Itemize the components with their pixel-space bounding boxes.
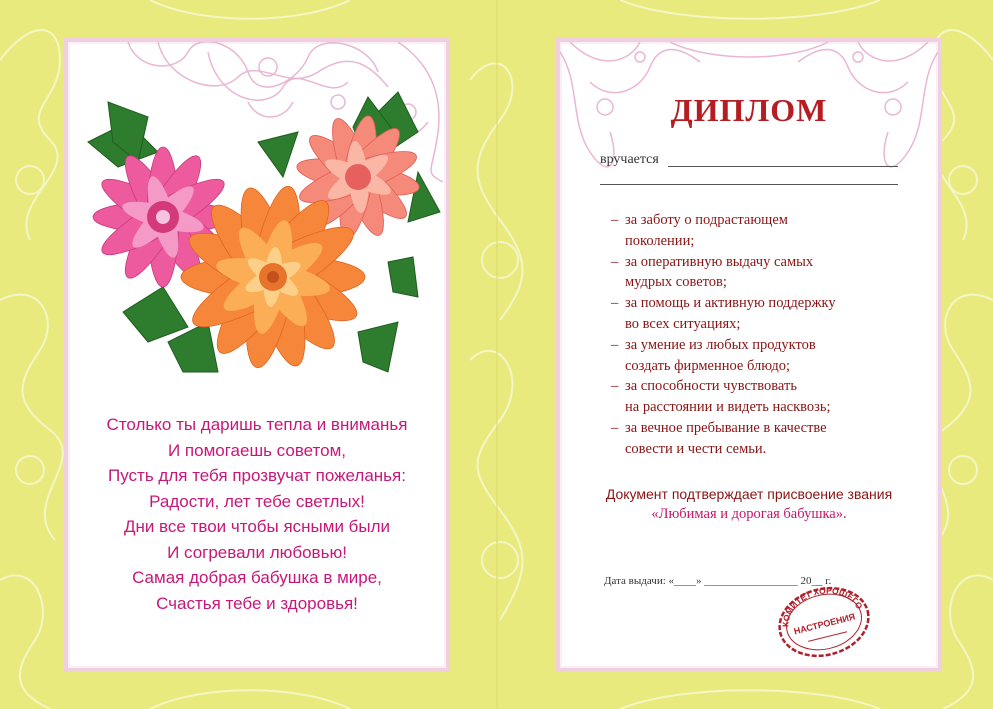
item-dash: – <box>611 253 619 270</box>
item-dash: – <box>611 295 619 312</box>
item-line: за способности чувствовать <box>625 378 797 395</box>
date-day-field[interactable]: ____ <box>674 575 697 587</box>
date-month-field[interactable]: _________________ <box>704 575 798 587</box>
item-line: на расстоянии и видеть насквозь; <box>625 399 831 416</box>
list-item <box>611 210 931 252</box>
item-line: мудрых советов; <box>625 274 727 291</box>
item-dash: – <box>611 212 619 228</box>
dahlia-bouquet-illustration <box>68 42 446 402</box>
date-suffix: г. <box>822 575 832 587</box>
award-reasons-list <box>611 210 931 460</box>
item-line: за вечное пребывание в качестве <box>625 419 827 436</box>
item-line: создать фирменное блюдо; <box>625 357 790 374</box>
stamp-top-text: КОМИТЕТ ХОРОШЕГО <box>780 585 865 628</box>
item-line: за помощь и активную поддержку <box>625 295 836 312</box>
date-year-prefix: 20 <box>800 575 812 587</box>
stamp-bottom-text: НАСТРОЕНИЯ <box>792 611 857 637</box>
confirmation-line: Документ подтверждает присвоение звания <box>605 486 893 502</box>
item-line: за заботу о подрастающем <box>625 212 788 228</box>
item-dash: – <box>611 378 619 395</box>
item-dash: – <box>611 336 619 353</box>
list-item <box>611 418 931 460</box>
list-item <box>611 252 931 294</box>
diploma-title: ДИПЛОМ <box>670 92 828 128</box>
item-line: совести и чести семьи. <box>625 440 767 457</box>
poem-line: Пусть для тебя прозвучат пожеланья: <box>108 466 406 485</box>
poem-line: Счастья тебе и здоровья! <box>156 593 358 613</box>
list-item <box>611 293 931 335</box>
item-line: во всех ситуациях; <box>625 315 741 332</box>
poem-line: Радости, лет тебе светлых! <box>149 491 365 511</box>
poem-line: Дни все твои чтобы ясными были <box>123 517 391 536</box>
left-page <box>64 38 450 672</box>
item-line: поколении; <box>625 232 695 249</box>
item-line: за умение из любых продуктов <box>625 336 816 353</box>
poem <box>68 412 446 616</box>
confirmation-text <box>560 484 938 524</box>
awarded-label: вручается <box>600 152 659 167</box>
poem-line: И согревали любовью! <box>167 542 347 562</box>
right-page <box>556 38 942 672</box>
date-label: Дата выдачи: « <box>604 575 675 587</box>
stamp-seal <box>774 582 874 662</box>
poem-line: И помогаешь советом, <box>167 440 347 460</box>
poem-line: Столько ты даришь тепла и вниманья <box>106 415 408 434</box>
date-year-field[interactable]: __ <box>811 575 823 587</box>
date-mid: » <box>696 575 702 587</box>
item-line: за оперативную выдачу самых <box>625 253 814 270</box>
list-item <box>611 376 931 418</box>
list-item <box>611 335 931 377</box>
recipient-name-line-2[interactable] <box>600 184 898 185</box>
title-awarded: «Любимая и дорогая бабушка». <box>651 506 847 522</box>
recipient-name-line[interactable] <box>668 166 898 167</box>
poem-line: Самая добрая бабушка в мире, <box>132 568 382 587</box>
item-dash: – <box>611 419 619 436</box>
